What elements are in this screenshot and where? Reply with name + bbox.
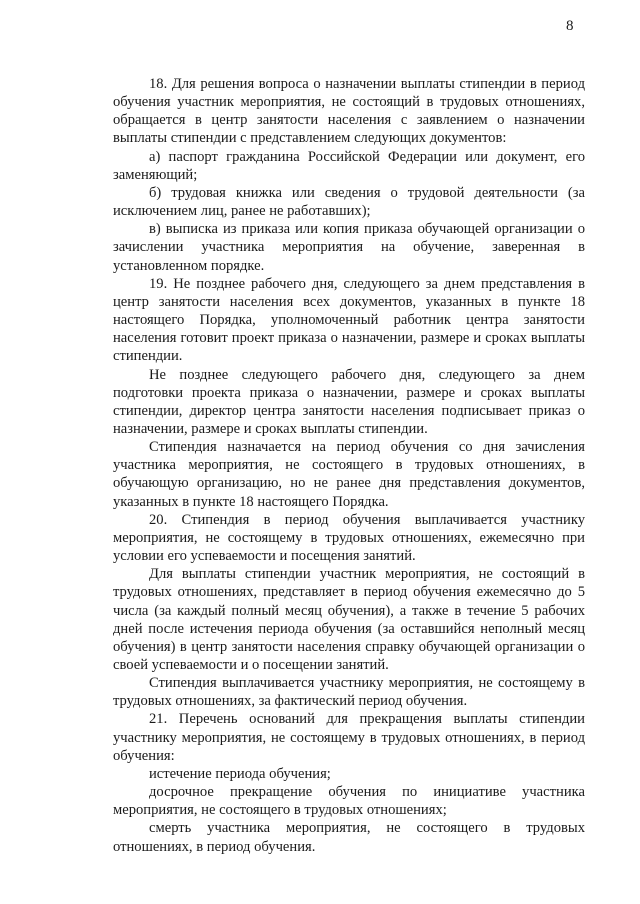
paragraph-18: 18. Для решения вопроса о назначении выплаты стипендии в период обучения участник мероприятия, не состоящий в трудовых отношениях, обращается в центр занятости населения с заявлением о назначении выплаты стипендии с представлением следующих документов: <box>113 76 585 147</box>
paragraph-21: 21. Перечень оснований для прекращения выплаты стипендии участнику мероприятия, не состоящему в трудовых отношениях, в период обучения: <box>113 711 585 764</box>
paragraph-20-2: Для выплаты стипендии участник мероприятия, не состоящий в трудовых отношениях, представляет в период обучения ежемесячно до 5 числа (за каждый полный месяц обучения), а также в течение 5 рабочих дней после истечения периода обучения (за оставшийся неполный месяц обучения) в центр занятости населения справку обучающей организации о своей успеваемости и о посещении занятий. <box>113 566 585 673</box>
page-number: 8 <box>566 18 574 34</box>
document-body <box>113 75 585 856</box>
paragraph-18-a: а) паспорт гражданина Российской Федерации или документ, его заменяющий; <box>113 148 585 183</box>
paragraph-21-item-3: смерть участника мероприятия, не состоящего в трудовых отношениях, в период обучения. <box>113 820 585 855</box>
paragraph-20-3: Стипендия выплачивается участнику мероприятия, не состоящему в трудовых отношениях, за фактический период обучения. <box>113 675 585 710</box>
paragraph-19-3: Стипендия назначается на период обучения со дня зачисления участника мероприятия, не состоящего в трудовых отношениях, в обучающую организацию, но не ранее дня представления документов, указанных в пункте 18 настоящего Порядка. <box>113 439 585 510</box>
paragraph-21-item-1: истечение периода обучения; <box>149 765 331 782</box>
paragraph-18-b: б) трудовая книжка или сведения о трудовой деятельности (за исключением лиц, ранее не работавших); <box>113 184 585 220</box>
paragraph-19: 19. Не позднее рабочего дня, следующего за днем представления в центр занятости населения всех документов, указанных в пункте 18 настоящего Порядка, уполномоченный работник центра занятости населения готовит проект приказа о назначении, размере и сроках выплаты стипендии. <box>113 275 585 365</box>
paragraph-19-2: Не позднее следующего рабочего дня, следующего за днем подготовки проекта приказа о назначении, размере и сроках выплаты стипендии, директор центра занятости населения подписывает приказ о назначении, размере и сроках выплаты стипендии. <box>113 366 585 437</box>
paragraph-18-v: в) выписка из приказа или копия приказа обучающей организации о зачислении участника мероприятия на обучение, заверенная в установленном порядке. <box>113 221 585 274</box>
paragraph-20: 20. Стипендия в период обучения выплачивается участнику мероприятия, не состоящему в трудовых отношениях, ежемесячно при условии его успеваемости и посещения занятий. <box>113 511 585 565</box>
paragraph-21-item-2: досрочное прекращение обучения по инициативе участника мероприятия, не состоящего в трудовых отношениях; <box>113 784 585 819</box>
